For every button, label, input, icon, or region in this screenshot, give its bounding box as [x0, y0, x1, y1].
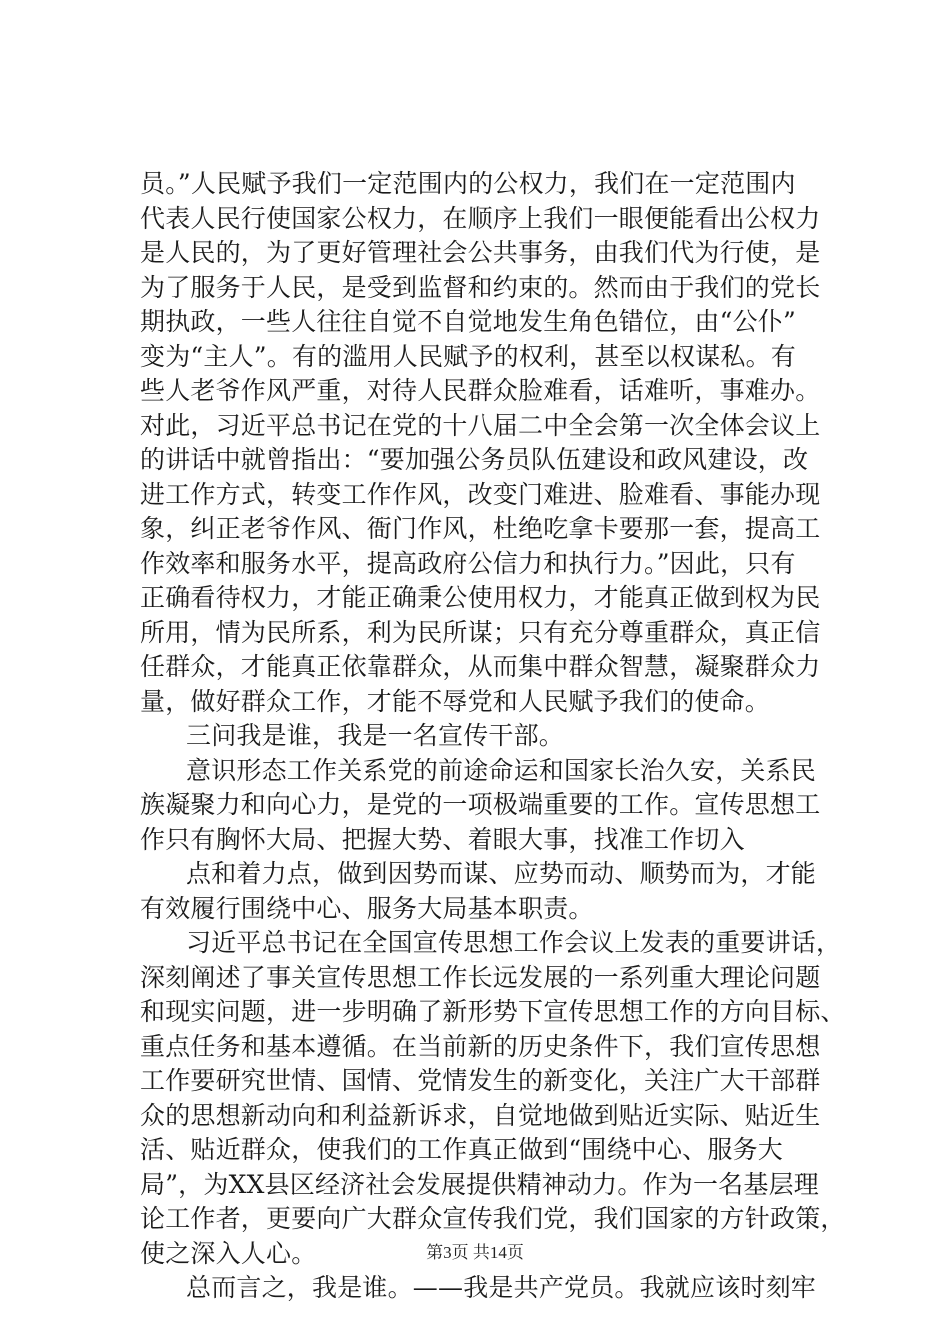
- text-line: 使之深入人心。: [140, 1238, 317, 1268]
- text-line: 些人老爷作风严重，对待人民群众脸难看，话难听，事难办。: [140, 376, 821, 405]
- text-line: 变为“主人”。有的滥用人民赋予的权利，甚至以权谋私。有: [140, 341, 796, 371]
- text-line-indented: 三问我是谁，我是一名宣传干部。: [186, 721, 565, 750]
- text-line: 活、贴近群众，使我们的工作真正做到“围绕中心、服务大: [140, 1135, 783, 1164]
- text-line: 对此，习近平总书记在党的十八届二中全会第一次全体会议上: [140, 410, 821, 440]
- text-line: 的讲话中就曾指出：“要加强公务员队伍建设和政风建设，改: [140, 445, 809, 474]
- text-line: 任群众，才能真正依靠群众，从而集中群众智慧，凝聚群众力: [140, 652, 821, 681]
- page-number-label: 第3页 共14页: [426, 1243, 524, 1262]
- text-line: 员。”人民赋予我们一定范围内的公权力，我们在一定范围内: [140, 169, 796, 198]
- text-line: 深刻阐述了事关宣传思想工作长远发展的一系列重大理论问题: [140, 962, 821, 992]
- text-line-indented: 点和着力点，做到因势而谋、应势而动、顺势而为，才能: [186, 859, 817, 888]
- text-line: 量，做好群众工作，才能不辱党和人民赋予我们的使命。: [140, 686, 771, 716]
- text-line: 为了服务于人民，是受到监督和约束的。然而由于我们的党长: [140, 272, 821, 302]
- text-line-indented: 总而言之，我是谁。——我是共产党员。我就应该时刻牢: [186, 1273, 817, 1302]
- text-line: 论工作者，更要向广大群众宣传我们党，我们国家的方针政策，: [140, 1204, 846, 1233]
- text-line-indented: 意识形态工作关系党的前途命运和国家长治久安，关系民: [186, 755, 817, 785]
- text-line: 族凝聚力和向心力，是党的一项极端重要的工作。宣传思想工: [140, 790, 821, 819]
- document-body: [140, 167, 846, 1306]
- text-line: 工作要研究世情、国情、党情发生的新变化，关注广大干部群: [140, 1066, 821, 1095]
- page-footer: [0, 1242, 950, 1264]
- text-line: 代表人民行使国家公权力，在顺序上我们一眼便能看出公权力: [140, 203, 821, 233]
- text-line: 象，纠正老爷作风、衙门作风，杜绝吃拿卡要那一套，提高工: [140, 514, 821, 543]
- text-line: 期执政，一些人往往自觉不自觉地发生角色错位，由“公仆”: [140, 307, 796, 336]
- text-line: 是人民的，为了更好管理社会公共事务，由我们代为行使，是: [140, 238, 821, 267]
- text-line: 重点任务和基本遵循。在当前新的历史条件下，我们宣传思想: [140, 1031, 821, 1061]
- text-line: 所用，情为民所系，利为民所谋；只有充分尊重群众，真正信: [140, 617, 821, 647]
- text-line: 作效率和服务水平，提高政府公信力和执行力。”因此，只有: [140, 548, 796, 578]
- text-line-indented: 习近平总书记在全国宣传思想工作会议上发表的重要讲话，: [186, 928, 842, 957]
- text-line: 正确看待权力，才能正确秉公使用权力，才能真正做到权为民: [140, 583, 821, 612]
- text-line: 作只有胸怀大局、把握大势、着眼大事，找准工作切入: [140, 824, 745, 854]
- text-line: 局”，为XX县区经济社会发展提供精神动力。作为一名基层理: [140, 1169, 819, 1199]
- text-line: 众的思想新动向和利益新诉求，自觉地做到贴近实际、贴近生: [140, 1100, 821, 1130]
- text-line: 进工作方式，转变工作作风，改变门难进、脸难看、事能办现: [140, 479, 821, 509]
- text-line: 和现实问题，进一步明确了新形势下宣传思想工作的方向目标、: [140, 997, 846, 1026]
- text-line: 有效履行围绕中心、服务大局基本职责。: [140, 893, 594, 923]
